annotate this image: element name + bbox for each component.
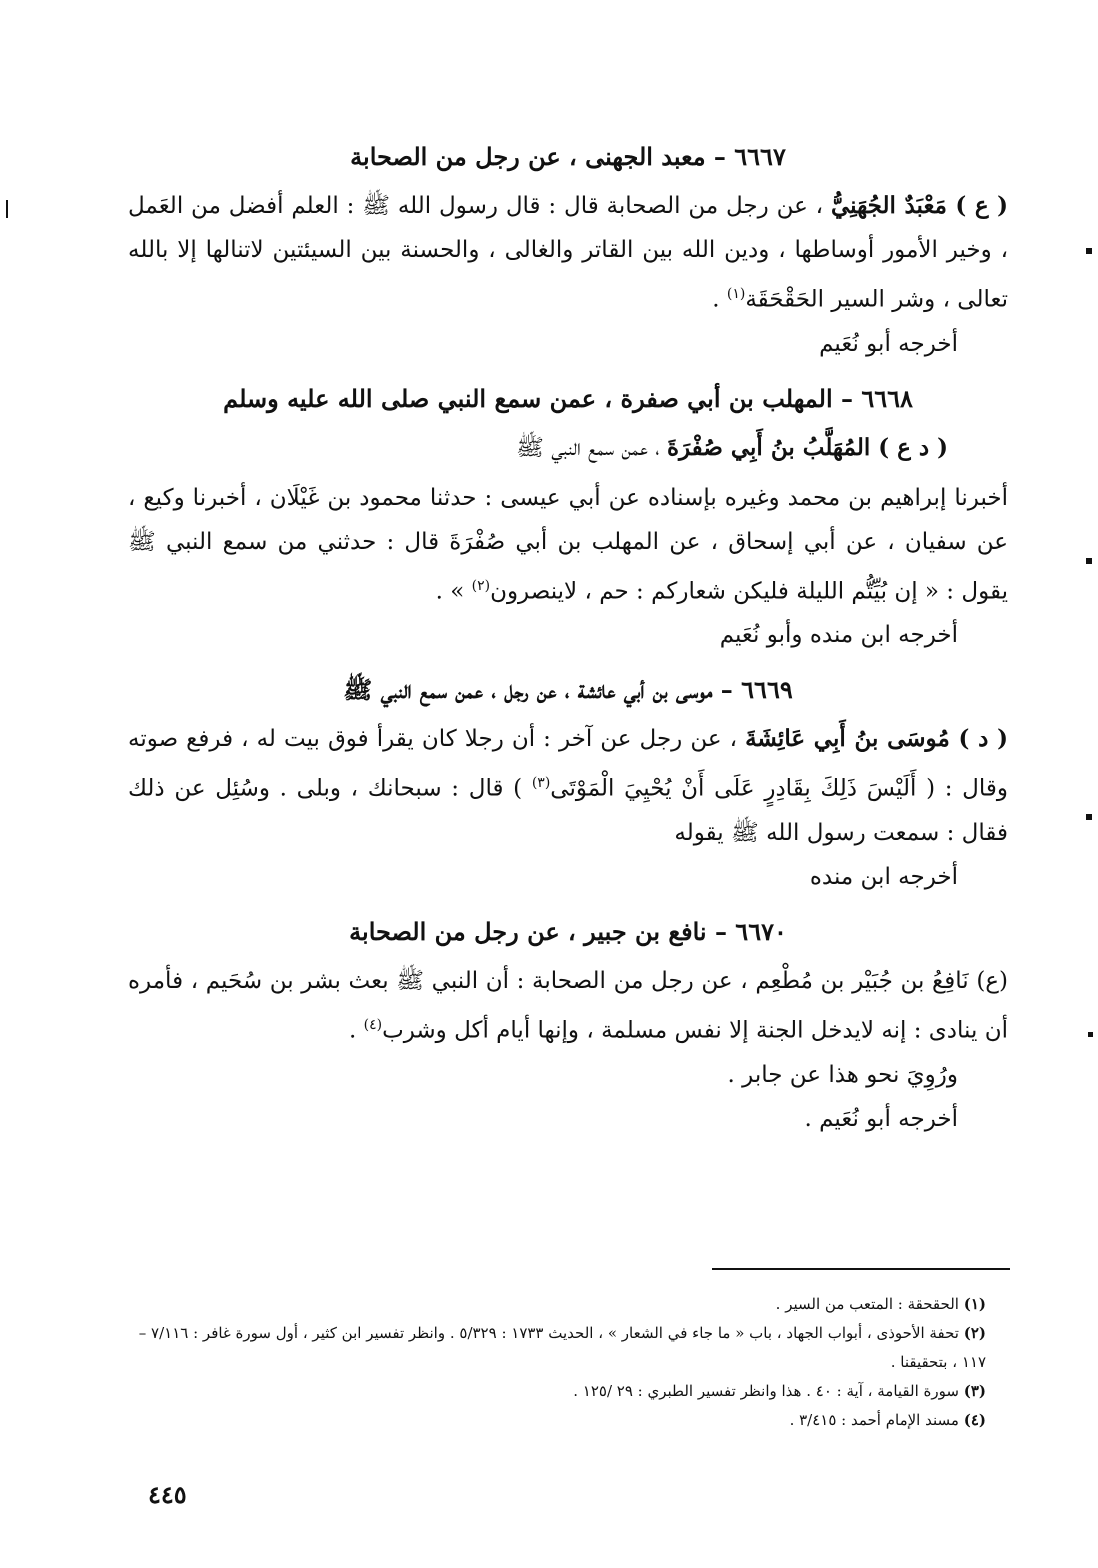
- narrator-name: (ع) نَافِعُ بن جُبَيْر بن مُطْعِم: [755, 967, 1008, 994]
- footnote-text: تحفة الأحوذى ، أبواب الجهاد ، باب « ما جاء في الشعار » ، الحديث ١٧٣٣ : ٥/٣٢٩ . وانظر تفسير ابن كثير ، أول سورة غافر : ٧/١١٦ – ١١٧ ، بتحقيقنا .: [138, 1324, 986, 1371]
- body-text: ، عن رجل من الصحابة قال : قال رسول الله ﷺ : العلم أفضل من العَمل ، وخير الأمور أوساطها ، ودين الله بين القاتر والغالى ، والحسنة بين السيئتين لاتنالها إلا بالله تعالى ، وشر السير الحَقْحَقَة: [128, 193, 1008, 313]
- body-text: ، عن رجل عن آخر : أن رجلا كان يقرأ فوق بيت له ، فرفع صوته وقال : ( أَلَيْسَ ذَلِكَ بِقَادِرٍ عَلَى أَنْ يُحْيِيَ الْمَوْتَى: [128, 726, 1009, 802]
- entry-body-isnad: [128, 476, 1008, 614]
- body-text: ، عن رجل من الصحابة : أن النبي ﷺ بعث بشر بن سُحَيم ، فأمره أن ينادى : إنه لايدخل الجنة إلا نفس مسلمة ، وإنها أيام أكل وشرب: [128, 967, 1008, 1044]
- footnote-ref: (٢): [471, 577, 491, 594]
- body-text: ، عمن سمع النبي ﷺ: [516, 434, 667, 461]
- scan-mark: [1086, 558, 1092, 564]
- source-line: أخرجه أبو نُعَيم .: [804, 1105, 958, 1132]
- scan-mark: [1086, 814, 1092, 820]
- footnote-item: [128, 1290, 1008, 1319]
- footnote-text: الحقحقة : المتعب من السير .: [775, 1295, 959, 1313]
- entry-heading: ٦٦٦٧ – معبد الجهنى ، عن رجل من الصحابة: [350, 142, 786, 171]
- narrator-name: ( د ع ) المُهَلَّبُ بنُ أَبِي صُفْرَةَ: [666, 433, 948, 461]
- entry-6670: [128, 913, 1008, 1141]
- footnote-number: (٢): [963, 1324, 986, 1342]
- footnote-number: (٤): [963, 1411, 986, 1429]
- footnote-ref: (١): [726, 286, 746, 302]
- source-line: أخرجه أبو نُعَيم: [819, 330, 958, 357]
- footnote-text: سورة القيامة ، آية : ٤٠ . هذا وانظر تفسير الطبري : ٢٩ /١٢٥ .: [573, 1382, 959, 1400]
- body-text: ) قال : سبحانك ، وبلى . وسُئِل عن ذلك فقال : سمعت رسول الله ﷺ يقوله: [128, 775, 1008, 846]
- footnote-ref: (٤): [363, 1016, 383, 1033]
- footnote-number: (١): [963, 1295, 986, 1313]
- entry-heading: ٦٦٦٩ – موسى بن أبي عائشة ، عن رجل ، عمن سمع النبي ﷺ: [343, 675, 793, 705]
- entry-heading: ٦٦٧٠ – نافع بن جبير ، عن رجل من الصحابة: [349, 916, 787, 946]
- footnote-item: [128, 1377, 1008, 1406]
- footnote-ref: (٣): [531, 775, 551, 792]
- scan-mark: [6, 200, 8, 218]
- entry-body: [128, 959, 1008, 1053]
- narrator-name: ( د ) مُوسَى بنُ أَبِي عَائِشَةَ: [745, 725, 1008, 753]
- page-number: ٤٤٥: [148, 1480, 187, 1509]
- entry-body: [128, 184, 1008, 322]
- narrator-name: ( ع ) مَعْبَدٌ الجُهَنِيُّ: [830, 192, 1009, 219]
- entry-6668: [128, 380, 1008, 658]
- body-text: .: [712, 286, 727, 313]
- entry-body: [128, 717, 1008, 855]
- main-text: [128, 138, 1008, 1149]
- source-line: ورُوِيَ نحو هذا عن جابر .: [727, 1061, 958, 1088]
- scan-mark: [1088, 1032, 1093, 1037]
- body-text: » .: [435, 578, 472, 605]
- footnote-text: مسند الإمام أحمد : ٣/٤١٥ .: [789, 1411, 959, 1429]
- entry-6667: [128, 138, 1008, 366]
- entry-6669: [128, 671, 1008, 899]
- footnote-item: [128, 1319, 1008, 1377]
- body-text: .: [348, 1017, 364, 1044]
- footnote-number: (٣): [963, 1382, 986, 1400]
- body-text: أخبرنا إبراهيم بن محمد وغيره بإسناده عن أبي عيسى : حدثنا محمود بن غَيْلَان ، أخبرنا وكيع ، عن سفيان ، عن أبي إسحاق ، عن المهلب بن أبي صُفْرَةَ قال : حدثني من سمع النبي ﷺ يقول : « إن بُيِّتُّم الليلة فليكن شعاركم : حم ، لاينصرون: [128, 484, 1008, 605]
- entry-heading: ٦٦٦٨ – المهلب بن أبي صفرة ، عمن سمع النبي صلى الله عليه وسلم: [223, 383, 913, 413]
- source-line: أخرجه ابن منده وأبو نُعَيم: [719, 622, 958, 649]
- source-line: أخرجه ابن منده: [809, 863, 958, 890]
- scan-mark: [1086, 248, 1092, 254]
- entry-body: [128, 426, 1008, 470]
- footnote-divider: [712, 1268, 1010, 1270]
- footnotes: [128, 1290, 1008, 1435]
- footnote-item: [128, 1406, 1008, 1435]
